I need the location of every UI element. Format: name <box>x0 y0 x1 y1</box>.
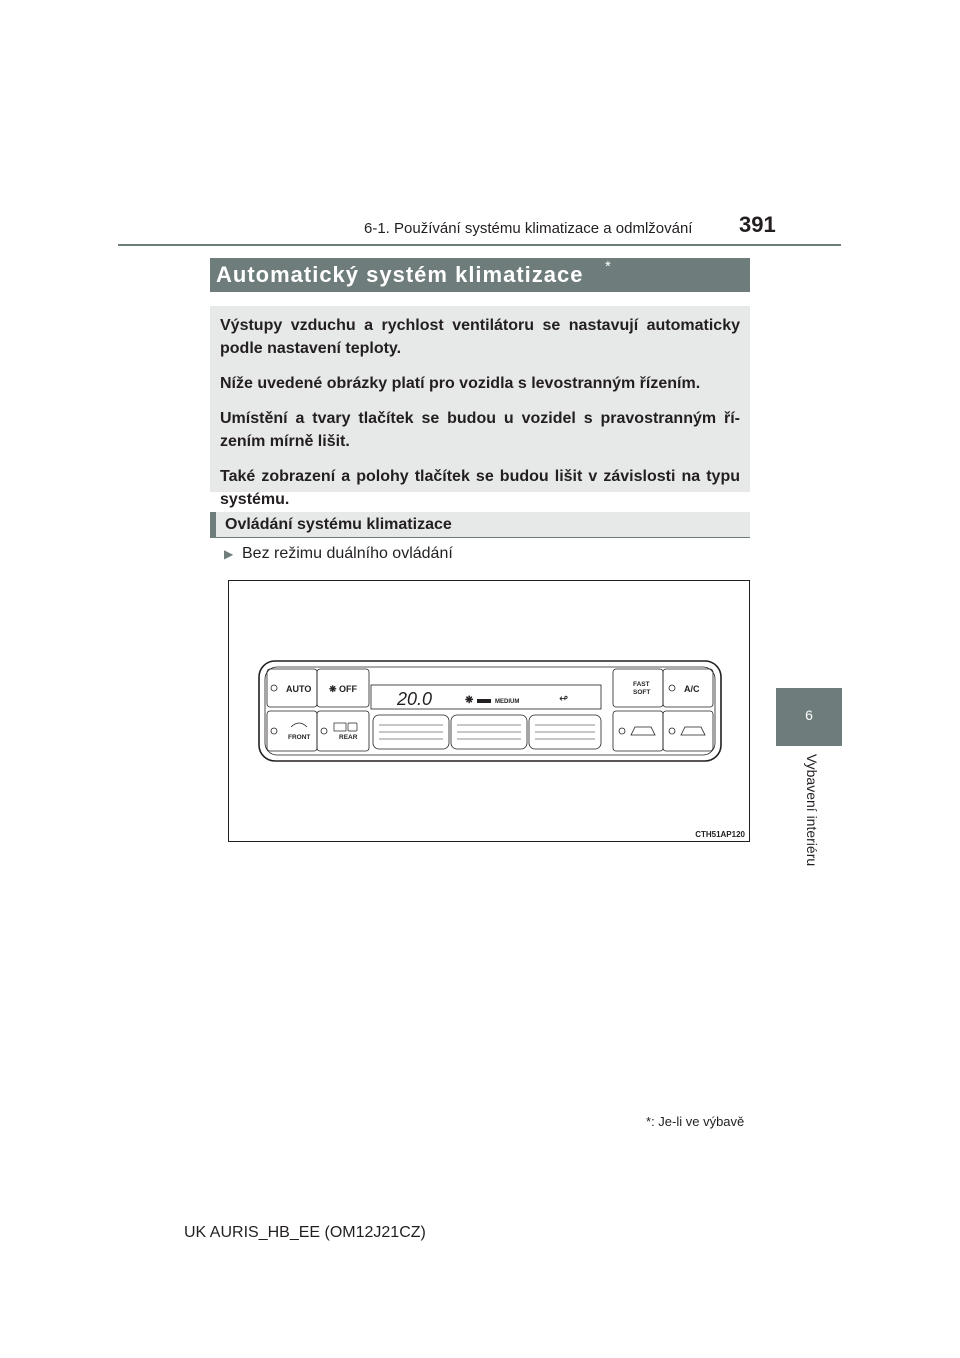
front-defroster-button[interactable] <box>267 711 317 751</box>
fresh-air-button[interactable] <box>613 711 663 751</box>
display-fan-bar <box>477 699 491 703</box>
subsection-accent <box>210 512 216 538</box>
bullet-arrow-icon: ▶ <box>224 547 234 561</box>
display-fan-icon: ❋ <box>465 695 474 706</box>
outside-air-car-icon <box>631 727 655 735</box>
fan-icon: ❋ <box>329 684 337 694</box>
footnote <box>646 1114 744 1129</box>
fresh-air-indicator-icon <box>619 728 625 734</box>
climate-panel-figure <box>228 580 750 842</box>
ac-indicator-icon <box>669 685 675 691</box>
rear-indicator-icon <box>321 728 327 734</box>
auto-indicator-icon <box>271 685 277 691</box>
page-number: 391 <box>739 212 776 237</box>
running-header-section: 6-1. Používání systému klimatizace a odmlžování <box>364 220 693 237</box>
display-airflow-icon: ↫ <box>559 693 569 705</box>
chapter-tab-number: 6 <box>805 707 813 723</box>
footnote-marker: * <box>646 1114 652 1129</box>
rear-label: REAR <box>339 734 358 741</box>
bullet-text: Bez režimu duálního ovládání <box>242 545 453 562</box>
fast-label: FAST <box>633 681 650 688</box>
intro-paragraph: Umístění a tvary tlačítek se budou u vozidel s pravostranným ří-zením mírně lišit. <box>220 410 740 450</box>
display-temperature: 20.0 <box>397 689 433 709</box>
recirculation-car-icon <box>681 727 705 735</box>
ac-label: A/C <box>684 684 700 694</box>
subsection-title: Ovládání systému klimatizace <box>225 516 452 533</box>
climate-panel-illustration <box>229 581 749 841</box>
optional-equipment-marker: * <box>605 258 611 275</box>
intro-paragraph: Níže uvedené obrázky platí pro vozidla s levostranným řízením. <box>220 375 701 392</box>
subsection-underline <box>210 537 750 538</box>
chapter-tab-label: Vybavení interiéru <box>804 753 820 867</box>
front-label: FRONT <box>288 734 311 741</box>
front-indicator-icon <box>271 728 277 734</box>
off-label: OFF <box>339 684 357 694</box>
mirror-icon <box>348 723 357 731</box>
windshield-icon <box>291 723 307 727</box>
display-fan-level: MEDIUM <box>495 699 520 705</box>
header-rule <box>118 244 841 246</box>
footnote-text: : Je-li ve výbavě <box>651 1114 745 1129</box>
intro-box <box>210 306 750 508</box>
soft-label: SOFT <box>633 689 651 696</box>
intro-paragraph: Také zobrazení a polohy tlačítek se budou lišit v závislosti na typu systému. <box>220 468 740 508</box>
section-title: Automatický systém klimatizace <box>216 262 584 287</box>
auto-label: AUTO <box>286 684 312 694</box>
intro-paragraph: Výstupy vzduchu a rychlost ventilátoru se nastavují automaticky podle nastavení teploty. <box>220 317 740 357</box>
rear-window-icon <box>334 723 346 731</box>
fast-soft-button[interactable] <box>613 669 663 707</box>
recirculation-button[interactable] <box>663 711 713 751</box>
recirculation-indicator-icon <box>669 728 675 734</box>
figure-code: CTH51AP120 <box>695 830 745 839</box>
model-code-footer: UK AURIS_HB_EE (OM12J21CZ) <box>184 1224 426 1241</box>
